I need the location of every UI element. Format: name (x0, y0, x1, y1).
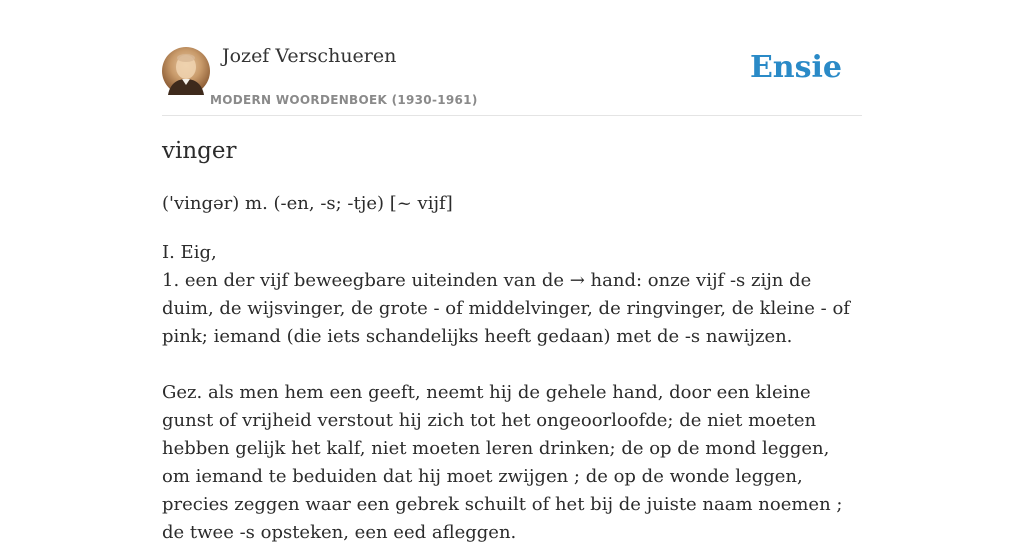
entry-header (162, 0, 862, 116)
sense-label: I. Eig, (162, 242, 217, 263)
sense-1: 1. een der vijf beweegbare uiteinden van de → hand: onze vijf -s zijn de duim, de wijsvinger, de grote - of middelvinger, de ringvinger, de kleine - of pink; iemand (die iets schandelijks heeft gedaan) met de -s nawijzen. (162, 270, 850, 347)
expressions: Gez. als men hem een geeft, neemt hij de gehele hand, door een kleine gunst of vrijheid verstout hij zich tot het ongeoorloofde; de niet moeten hebben gelijk het kalf, niet moeten leren drinken; de op de mond leggen, om iemand te beduiden dat hij moet zwijgen ; de op de wonde leggen, precies zeggen waar een gebrek schuilt of het bij de juiste naam noemen ; de twee -s opsteken, een eed afleggen. (162, 382, 843, 543)
pronunciation: ('vingər) m. (-en, -s; -tje) [~ vijf] (162, 193, 453, 214)
source-label[interactable]: MODERN WOORDENBOEK (1930-1961) (210, 93, 478, 107)
definition-body (162, 239, 862, 547)
ensie-logo[interactable]: Ensie (749, 50, 842, 85)
paragraph-gap (162, 351, 862, 379)
author-avatar[interactable] (162, 47, 210, 95)
author-name[interactable]: Jozef Verschueren (222, 45, 397, 67)
author-portrait-icon (162, 47, 210, 95)
headword: vinger (162, 138, 237, 164)
entry-page (162, 0, 862, 543)
